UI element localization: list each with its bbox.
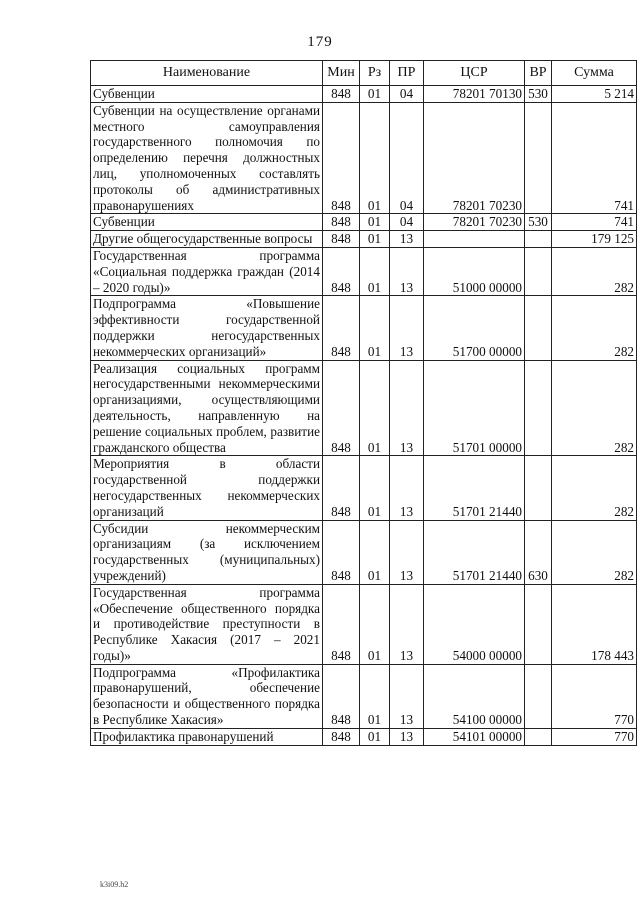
table-row: [91, 728, 637, 745]
row-pr: 13: [390, 247, 424, 295]
row-sum: 282: [552, 296, 637, 360]
row-csr: 51700 00000: [424, 296, 525, 360]
row-vr: [525, 664, 552, 728]
table-row: [91, 360, 637, 456]
row-pr: 13: [390, 296, 424, 360]
row-name: Государственная программа «Социальная поддержка граждан (2014 – 2020 годы)»: [91, 247, 323, 295]
row-sum: 770: [552, 728, 637, 745]
row-rz: 01: [360, 86, 390, 103]
row-min: 848: [323, 664, 360, 728]
row-vr: [525, 584, 552, 664]
header-name: Наименование: [91, 61, 323, 86]
row-sum: 741: [552, 214, 637, 231]
row-name: Субвенции на осуществление органами местного самоуправления государственного полномочия по определению перечня должностных лиц, уполномоченных составлять протоколы об административных правонарушениях: [91, 102, 323, 214]
row-name: Реализация социальных программ негосударственными некоммерческими организациями, осуществляющими деятельность, направленную на решение социальных проблем, развитие гражданского общества: [91, 360, 323, 456]
row-sum: 5 214: [552, 86, 637, 103]
row-min: 848: [323, 360, 360, 456]
table-row: [91, 664, 637, 728]
table-row: [91, 214, 637, 231]
row-rz: 01: [360, 360, 390, 456]
row-pr: 04: [390, 86, 424, 103]
row-min: 848: [323, 456, 360, 520]
footer-code: k3i09.h2: [100, 880, 129, 889]
row-name: Субсидии некоммерческим организациям (за исключением государственных (муниципальных) учреждений): [91, 520, 323, 584]
row-sum: 282: [552, 247, 637, 295]
row-vr: [525, 231, 552, 248]
row-name: Подпрограмма «Профилактика правонарушений, обеспечение безопасности и общественного порядка в Республике Хакасия»: [91, 664, 323, 728]
row-csr: 78201 70230: [424, 102, 525, 214]
row-sum: 770: [552, 664, 637, 728]
row-sum: 178 443: [552, 584, 637, 664]
row-sum: 741: [552, 102, 637, 214]
table-header-row: [91, 61, 637, 86]
row-rz: 01: [360, 456, 390, 520]
row-vr: 630: [525, 520, 552, 584]
row-rz: 01: [360, 728, 390, 745]
row-sum: 179 125: [552, 231, 637, 248]
row-pr: 13: [390, 360, 424, 456]
table-row: [91, 456, 637, 520]
page-number: 179: [307, 34, 333, 50]
row-rz: 01: [360, 296, 390, 360]
row-pr: 13: [390, 664, 424, 728]
row-csr: 51701 21440: [424, 456, 525, 520]
row-min: 848: [323, 584, 360, 664]
row-rz: 01: [360, 664, 390, 728]
row-name: Другие общегосударственные вопросы: [91, 231, 323, 248]
row-name: Подпрограмма «Повышение эффективности государственной поддержки негосударственных некоммерческих организаций»: [91, 296, 323, 360]
header-min: Мин: [323, 61, 360, 86]
row-rz: 01: [360, 214, 390, 231]
row-vr: [525, 456, 552, 520]
header-rz: Рз: [360, 61, 390, 86]
row-name: Субвенции: [91, 214, 323, 231]
row-min: 848: [323, 214, 360, 231]
row-rz: 01: [360, 231, 390, 248]
row-min: 848: [323, 728, 360, 745]
row-pr: 13: [390, 520, 424, 584]
row-min: 848: [323, 231, 360, 248]
row-name: Государственная программа «Обеспечение общественного порядка и противодействие преступности в Республике Хакасия (2017 – 2021 годы)»: [91, 584, 323, 664]
row-vr: [525, 360, 552, 456]
row-csr: 54100 00000: [424, 664, 525, 728]
table-row: [91, 247, 637, 295]
row-sum: 282: [552, 456, 637, 520]
row-csr: 78201 70230: [424, 214, 525, 231]
table-row: [91, 231, 637, 248]
row-rz: 01: [360, 102, 390, 214]
row-pr: 13: [390, 231, 424, 248]
row-rz: 01: [360, 584, 390, 664]
row-csr: 51000 00000: [424, 247, 525, 295]
header-sum: Сумма: [552, 61, 637, 86]
row-name: Субвенции: [91, 86, 323, 103]
row-vr: [525, 102, 552, 214]
row-vr: [525, 247, 552, 295]
header-vr: ВР: [525, 61, 552, 86]
row-min: 848: [323, 520, 360, 584]
header-csr: ЦСР: [424, 61, 525, 86]
row-min: 848: [323, 102, 360, 214]
table-row: [91, 86, 637, 103]
row-csr: 51701 00000: [424, 360, 525, 456]
row-rz: 01: [360, 247, 390, 295]
row-pr: 13: [390, 728, 424, 745]
row-name: Мероприятия в области государственной поддержки негосударственных некоммерческих организаций: [91, 456, 323, 520]
row-csr: 54101 00000: [424, 728, 525, 745]
row-pr: 13: [390, 456, 424, 520]
row-min: 848: [323, 86, 360, 103]
table-row: [91, 520, 637, 584]
row-rz: 01: [360, 520, 390, 584]
row-vr: 530: [525, 86, 552, 103]
row-pr: 04: [390, 214, 424, 231]
row-sum: 282: [552, 520, 637, 584]
row-vr: [525, 296, 552, 360]
row-sum: 282: [552, 360, 637, 456]
row-pr: 04: [390, 102, 424, 214]
row-csr: 54000 00000: [424, 584, 525, 664]
row-min: 848: [323, 296, 360, 360]
table-row: [91, 102, 637, 214]
table-row: [91, 584, 637, 664]
row-csr: [424, 231, 525, 248]
row-vr: [525, 728, 552, 745]
header-pr: ПР: [390, 61, 424, 86]
table-row: [91, 296, 637, 360]
budget-table: [90, 60, 637, 746]
row-vr: 530: [525, 214, 552, 231]
row-csr: 51701 21440: [424, 520, 525, 584]
row-csr: 78201 70130: [424, 86, 525, 103]
row-pr: 13: [390, 584, 424, 664]
row-name: Профилактика правонарушений: [91, 728, 323, 745]
row-min: 848: [323, 247, 360, 295]
